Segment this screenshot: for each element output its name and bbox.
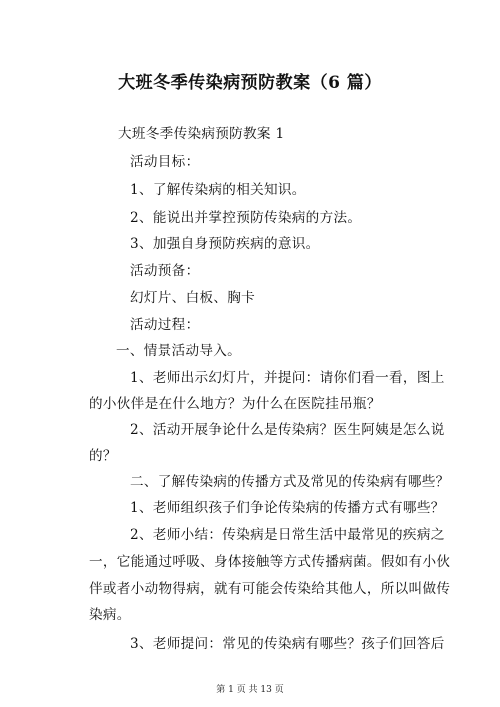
- text-line: 幻灯片、白板、胸卡: [130, 290, 256, 306]
- text-line: 2、能说出并掌控预防传染病的方法。: [130, 210, 362, 226]
- text-line: 染病。: [89, 607, 131, 623]
- text-line: 伴或者小动物得病，就有可能会传染给其他人，所以叫做传: [89, 581, 451, 597]
- text-line: 活动目标：: [130, 154, 200, 170]
- text-line: 的小伙伴是在什么地方？为什么在医院挂吊瓶？: [89, 396, 381, 412]
- text-line: 1、了解传染病的相关知识。: [130, 182, 306, 198]
- text-line: 2、老师小结：传染病是日常生活中最常见的疾病之: [130, 527, 445, 543]
- text-line: 二、了解传染病的传播方式及常见的传染病有哪些？: [130, 474, 450, 490]
- text-line: 1、老师出示幻灯片，并提问：请你们看一看，图上: [130, 370, 445, 386]
- text-line: 一、情景活动导入。: [116, 343, 242, 359]
- text-line: 2、活动开展争论什么是传染病？医生阿姨是怎么说: [130, 422, 445, 438]
- section-heading: 大班冬季传染病预防教案 1: [118, 126, 285, 142]
- text-line: 活动过程：: [130, 317, 200, 333]
- text-line: 一，它能通过呼吸、身体接触等方式传播病菌。假如有小伙: [89, 554, 451, 570]
- text-line: 3、加强自身预防疾病的意识。: [130, 236, 320, 252]
- text-line: 3、老师提问：常见的传染病有哪些？孩子们回答后: [130, 636, 445, 652]
- page-footer: 第 1 页 共 13 页: [216, 685, 284, 695]
- text-line: 活动预备：: [130, 263, 200, 279]
- text-line: 的？: [89, 448, 117, 464]
- document-title: 大班冬季传染病预防教案（6 篇）: [118, 73, 382, 93]
- text-line: 1、老师组织孩子们争论传染病的传播方式有哪些？: [130, 500, 445, 516]
